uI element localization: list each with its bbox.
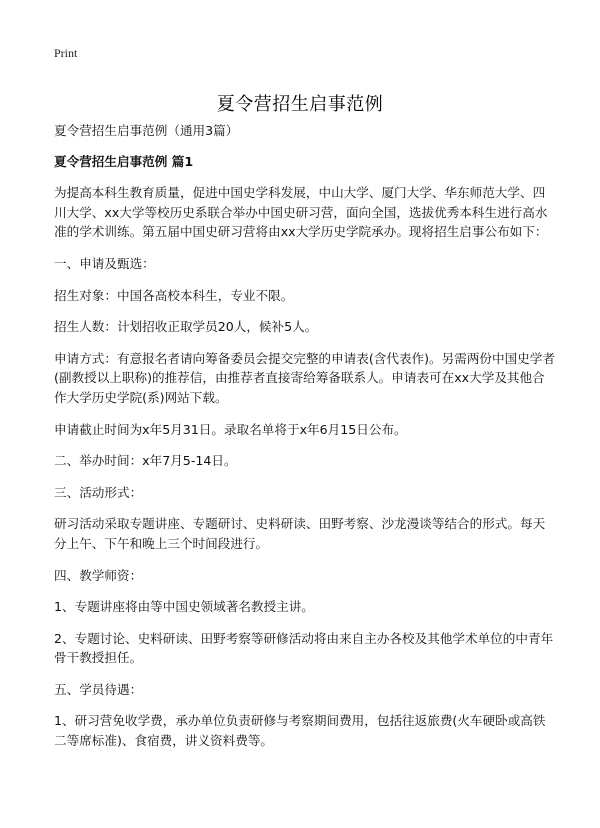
- print-label: Print: [54, 46, 78, 60]
- section-heading: 夏令营招生启事范例 篇1: [54, 153, 194, 169]
- document-body: [54, 121, 556, 763]
- paragraph-application-method: 申请方式：有意报名者请向筹备委员会提交完整的申请表(含代表作)。另需两份中国史学者(副教授以上职称)的推荐信，由推荐者直接寄给筹备联系人。申请表可在xx大学及其他合作大学历史学院(系)网站下载。: [54, 350, 555, 405]
- document-subtitle: 夏令营招生启事范例（通用3篇）: [54, 123, 239, 138]
- paragraph-deadline: 申请截止时间为x年5月31日。录取名单将于x年6月15日公布。: [54, 421, 407, 437]
- paragraph-enrollment-count: 招生人数：计划招收正取学员20人，候补5人。: [54, 319, 318, 335]
- intro-paragraph: 为提高本科生教育质量，促进中国史学科发展，中山大学、厦门大学、华东师范大学、四川大学、xx大学等校历史系联合举办中国史研习营，面向全国，选拔优秀本科生进行高水准的学术训练。第五届中国史研习营将由xx大学历史学院承办。现将招生启事公布如下：: [54, 185, 548, 240]
- paragraph-activity-format: 研习活动采取专题讲座、专题研讨、史料研读、田野考察、沙龙漫谈等结合的形式。每天分上午、下午和晚上三个时间段进行。: [54, 516, 546, 551]
- heading-benefits: 五、学员待遇：: [54, 681, 143, 697]
- paragraph-benefits: 1、研习营免收学费，承办单位负责研修与考察期间费用，包括往返旅费(火车硬卧或高铁二等席标准)、食宿费，讲义资料费等。: [54, 713, 546, 749]
- heading-application: 一、申请及甄选：: [54, 255, 155, 271]
- heading-faculty: 四、教学师资：: [54, 567, 143, 583]
- heading-schedule: 二、举办时间：x年7月5-14日。: [54, 453, 237, 469]
- paragraph-faculty-lectures: 1、专题讲座将由等中国史领域著名教授主讲。: [54, 599, 314, 615]
- paragraph-faculty-seminars: 2、专题讨论、史料研读、田野考察等研修活动将由来自主办各校及其他学术单位的中青年骨干教授担任。: [54, 630, 554, 666]
- paragraph-target-students: 招生对象：中国各高校本科生，专业不限。: [54, 287, 294, 303]
- document-title: 夏令营招生启事范例: [216, 94, 384, 116]
- heading-activity-format: 三、活动形式：: [54, 484, 143, 500]
